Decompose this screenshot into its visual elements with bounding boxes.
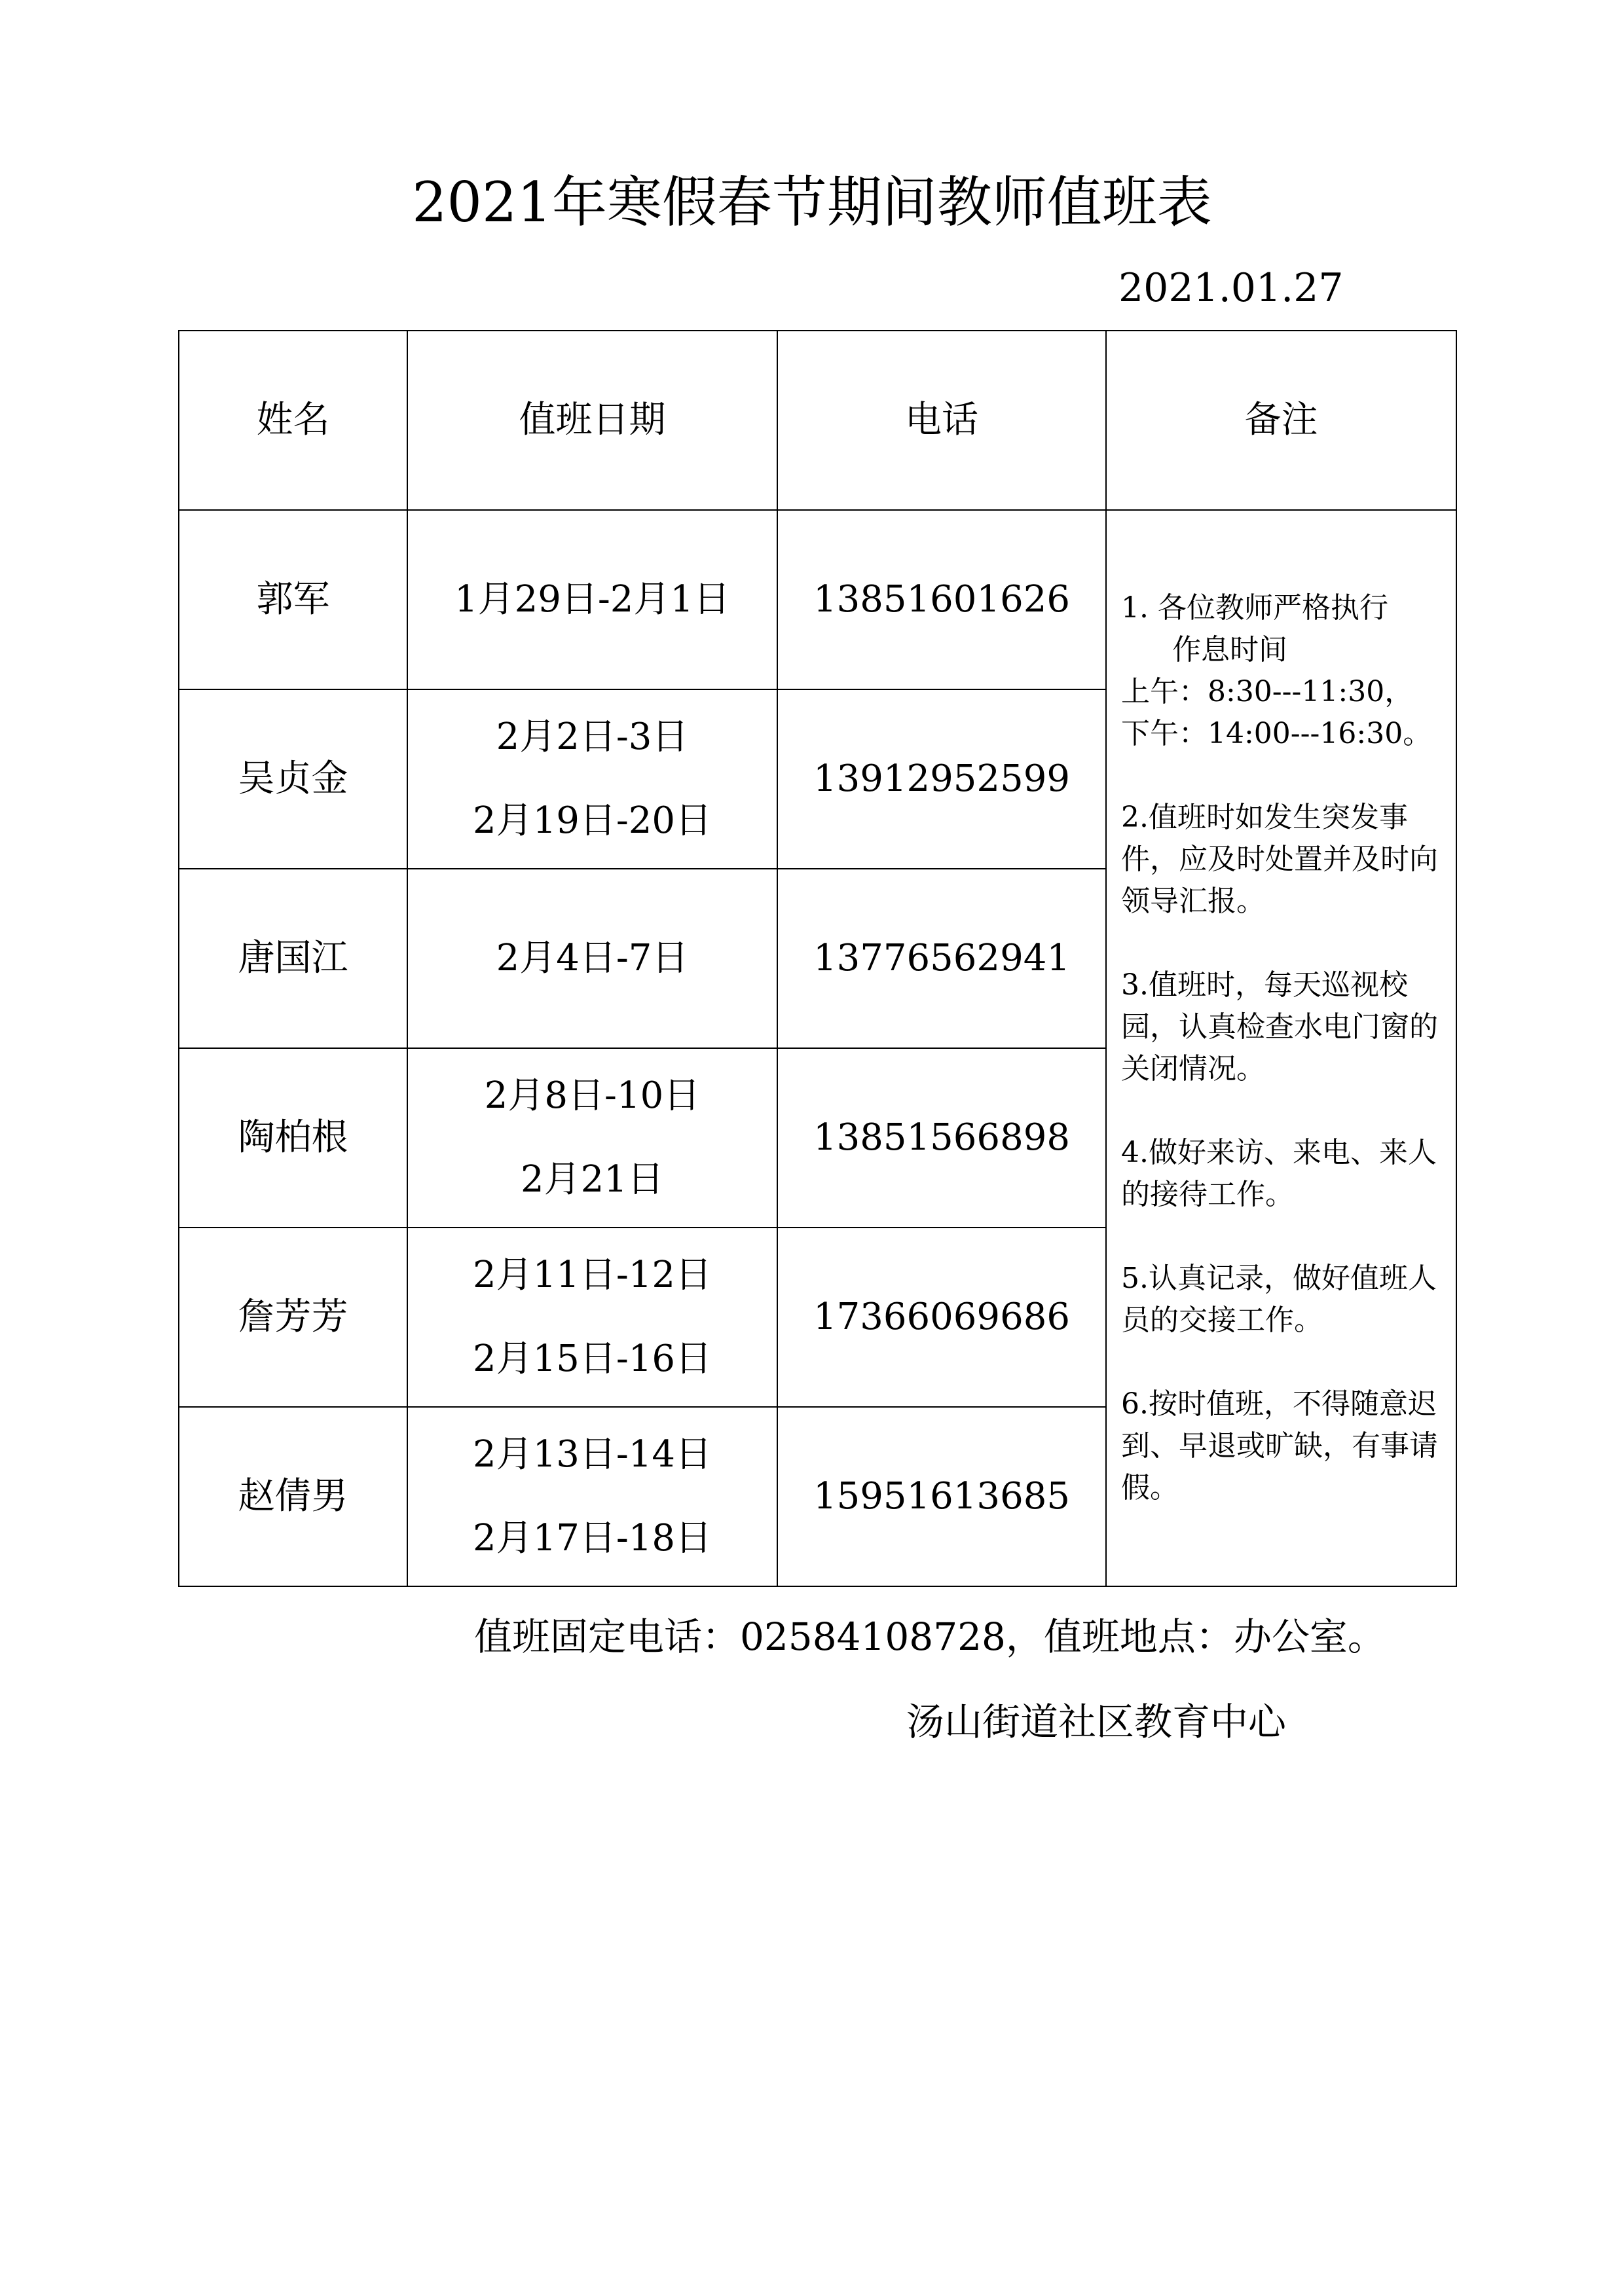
- page-title: 2021年寒假春节期间教师值班表: [412, 170, 1212, 234]
- date-range: 2月13日-14日: [472, 1433, 712, 1476]
- table-row: [179, 510, 1456, 689]
- cell-name: 唐国江: [179, 869, 407, 1048]
- duty-table: [178, 330, 1457, 1587]
- notes-cell: [1106, 510, 1456, 1586]
- cell-phone: 13912952599: [777, 689, 1106, 869]
- note-item: 3.值班时，每天巡视校园，认真检查水电门窗的关闭情况。: [1121, 968, 1438, 1085]
- date-range: 2月8日-10日: [484, 1074, 701, 1117]
- cell-phone: 13776562941: [777, 869, 1106, 1048]
- date-range: 2月19日-20日: [472, 799, 712, 842]
- duty-contact: 值班固定电话：02584108728，值班地点：办公室。: [474, 1614, 1386, 1659]
- date-range: 2月21日: [521, 1158, 664, 1201]
- date-range: 1月29日-2月1日: [454, 578, 731, 621]
- cell-dates: [407, 869, 777, 1048]
- table-header-row: [179, 331, 1456, 510]
- header-phone: 电话: [777, 331, 1106, 510]
- note-text: 上午：8:30---11:30，: [1121, 675, 1414, 708]
- cell-dates: [407, 1407, 777, 1586]
- cell-name: 赵倩男: [179, 1407, 407, 1586]
- cell-dates: [407, 689, 777, 869]
- cell-dates: [407, 1048, 777, 1228]
- issuing-organization: 汤山街道社区教育中心: [906, 1700, 1287, 1744]
- date-range: 2月2日-3日: [496, 716, 689, 758]
- cell-phone: 13851601626: [777, 510, 1106, 689]
- note-item: 4.做好来访、来电、来人的接待工作。: [1121, 1136, 1437, 1211]
- cell-name: 郭军: [179, 510, 407, 689]
- cell-dates: [407, 510, 777, 689]
- note-text: 1. 各位教师严格执行: [1121, 591, 1388, 625]
- note-item: 6.按时值班，不得随意迟到、早退或旷缺，有事请假。: [1121, 1387, 1438, 1504]
- cell-phone: 17366069686: [777, 1228, 1106, 1407]
- cell-phone: 15951613685: [777, 1407, 1106, 1586]
- document-date: 2021.01.27: [1118, 265, 1344, 311]
- date-range: 2月17日-18日: [472, 1517, 712, 1559]
- cell-name: 詹芳芳: [179, 1228, 407, 1407]
- cell-phone: 13851566898: [777, 1048, 1106, 1228]
- header-dates: 值班日期: [407, 331, 777, 510]
- cell-name: 陶柏根: [179, 1048, 407, 1228]
- date-range: 2月15日-16日: [472, 1338, 712, 1380]
- note-text: 作息时间: [1172, 633, 1287, 666]
- date-range: 2月4日-7日: [496, 937, 689, 979]
- note-item: [1121, 587, 1448, 755]
- cell-name: 吴贞金: [179, 689, 407, 869]
- date-range: 2月11日-12日: [472, 1254, 712, 1296]
- note-item: 5.认真记录，做好值班人员的交接工作。: [1121, 1262, 1437, 1337]
- header-name: 姓名: [179, 331, 407, 510]
- cell-dates: [407, 1228, 777, 1407]
- header-notes: 备注: [1106, 331, 1456, 510]
- note-text: 下午：14:00---16:30。: [1121, 717, 1432, 750]
- note-item: 2.值班时如发生突发事件，应及时处置并及时向领导汇报。: [1121, 801, 1438, 918]
